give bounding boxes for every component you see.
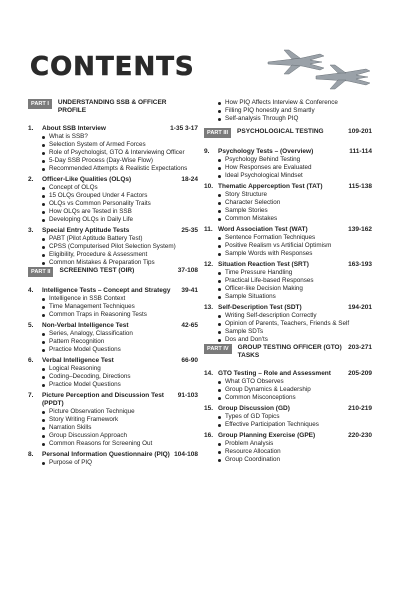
topic-item: Sentence Formation Techniques bbox=[218, 234, 372, 242]
topic-item: Series, Analogy, Classification bbox=[42, 330, 198, 338]
chapter-title: Thematic Apperception Test (TAT) bbox=[218, 183, 323, 190]
topic-item: Group Coordination bbox=[218, 456, 372, 464]
part-heading bbox=[28, 267, 198, 277]
topic-list bbox=[218, 269, 372, 301]
part-pages: 109-201 bbox=[348, 128, 372, 135]
topic-item: Story Writing Framework bbox=[42, 416, 198, 424]
topic-list bbox=[42, 295, 198, 319]
chapter-pages: 104-108 bbox=[174, 451, 198, 458]
chapter-number: 10. bbox=[204, 183, 214, 190]
topic-item: Concept of OLQs bbox=[42, 184, 198, 192]
chapter-title: Personal Information Questionnaire (PIQ) bbox=[42, 451, 170, 458]
part-title: PSYCHOLOGICAL TESTING bbox=[237, 128, 324, 135]
chapter-title: Intelligence Tests – Concept and Strategy bbox=[42, 287, 171, 294]
chapter-pages: 66-90 bbox=[181, 357, 198, 364]
topic-item: Resource Allocation bbox=[218, 448, 372, 456]
topic-list bbox=[218, 156, 372, 180]
chapter-pages: 91-103 bbox=[177, 392, 198, 399]
chapter-pages: 39-41 bbox=[181, 287, 198, 294]
topic-item: What GTO Observes bbox=[218, 378, 372, 386]
topic-item: Group Dynamics & Leadership bbox=[218, 386, 372, 394]
topic-item: Common Traps in Reasoning Tests bbox=[42, 311, 198, 319]
topic-item: Common Misconceptions bbox=[218, 394, 372, 402]
topic-item: Writing Self-description Correctly bbox=[218, 312, 372, 320]
topic-item: PABT (Pilot Aptitude Battery Test) bbox=[42, 235, 198, 243]
chapter-entry[interactable] bbox=[28, 451, 198, 459]
part-title: SCREENING TEST (OIR) bbox=[59, 267, 135, 274]
part-title: GROUP TESTING OFFICER (GTO) TASKS bbox=[237, 344, 342, 359]
topic-item: Positive Realism vs Artificial Optimism bbox=[218, 242, 372, 250]
topic-item: Officer-like Decision Making bbox=[218, 285, 372, 293]
chapter-number: 1. bbox=[28, 125, 34, 132]
chapter-pages: 205-209 bbox=[348, 370, 372, 377]
topic-item: OLQs vs Common Personality Traits bbox=[42, 200, 198, 208]
topic-item: Narration Skills bbox=[42, 424, 198, 432]
chapter-entry[interactable] bbox=[204, 226, 372, 234]
topic-list bbox=[42, 365, 198, 389]
chapter-number: 16. bbox=[204, 432, 214, 439]
chapter-entry[interactable] bbox=[204, 148, 372, 156]
chapter-number: 3. bbox=[28, 227, 34, 234]
chapter-title: Self-Description Test (SDT) bbox=[218, 304, 302, 311]
page-title: CONTENTS bbox=[30, 52, 195, 82]
part-heading bbox=[204, 128, 372, 138]
part-heading bbox=[28, 99, 198, 115]
topic-item: Picture Observation Technique bbox=[42, 408, 198, 416]
topic-item: Practice Model Questions bbox=[42, 381, 198, 389]
chapter-number: 11. bbox=[204, 226, 213, 233]
toc-left-column bbox=[28, 99, 198, 467]
chapter-entry[interactable] bbox=[28, 392, 198, 408]
chapter-entry[interactable] bbox=[204, 370, 372, 378]
topic-list bbox=[42, 459, 198, 467]
part-title: UNDERSTANDING SSB & OFFICER PROFILE bbox=[57, 99, 167, 114]
topic-item: Filling PIQ honestly and Smartly bbox=[218, 107, 372, 115]
part-tag: PART I bbox=[28, 99, 52, 109]
chapter-entry[interactable] bbox=[28, 322, 198, 330]
fighter-jets-illustration bbox=[262, 44, 378, 92]
chapter-pages: 163-193 bbox=[348, 261, 372, 268]
topic-item: Problem Analysis bbox=[218, 440, 372, 448]
topic-list bbox=[218, 312, 372, 344]
topic-list bbox=[218, 191, 372, 223]
chapter-title: Situation Reaction Test (SRT) bbox=[218, 261, 309, 268]
topic-list bbox=[42, 330, 198, 354]
chapter-title: Group Discussion (GD) bbox=[218, 405, 290, 412]
chapter-entry[interactable] bbox=[204, 261, 372, 269]
toc-right-column bbox=[204, 99, 372, 464]
topic-item: Eligibility, Procedure & Assessment bbox=[42, 251, 198, 259]
topic-item: CPSS (Computerised Pilot Selection System) bbox=[42, 243, 198, 251]
chapter-entry[interactable] bbox=[28, 227, 198, 235]
chapter-pages: 210-219 bbox=[348, 405, 372, 412]
topic-list bbox=[42, 235, 198, 267]
part-heading bbox=[204, 344, 372, 360]
topic-item: Character Selection bbox=[218, 199, 372, 207]
topic-item: Ideal Psychological Mindset bbox=[218, 172, 372, 180]
topic-item: Sample SDTs bbox=[218, 328, 372, 336]
topic-item: Group Discussion Approach bbox=[42, 432, 198, 440]
chapter-title: Word Association Test (WAT) bbox=[218, 226, 308, 233]
topic-list bbox=[42, 133, 198, 173]
chapter-pages: 18-24 bbox=[181, 176, 198, 183]
topic-item: Practice Model Questions bbox=[42, 346, 198, 354]
topic-list bbox=[218, 234, 372, 258]
topic-item: 15 OLQs Grouped Under 4 Factors bbox=[42, 192, 198, 200]
topic-list bbox=[42, 408, 198, 448]
topic-item: Sample Situations bbox=[218, 293, 372, 301]
part-pages: 203-271 bbox=[348, 344, 372, 351]
chapter-number: 15. bbox=[204, 405, 214, 412]
part-tag: PART II bbox=[28, 267, 53, 277]
topic-item: Effective Participation Techniques bbox=[218, 421, 372, 429]
chapter-title: Non-Verbal Intelligence Test bbox=[42, 322, 129, 329]
chapter-title: Psychology Tests – (Overview) bbox=[218, 148, 314, 155]
topic-list bbox=[218, 440, 372, 464]
chapter-title: Verbal Intelligence Test bbox=[42, 357, 114, 364]
topic-item: Common Reasons for Screening Out bbox=[42, 440, 198, 448]
topic-item: Logical Reasoning bbox=[42, 365, 198, 373]
topic-list bbox=[218, 378, 372, 402]
topic-item: Self-analysis Through PIQ bbox=[218, 115, 372, 123]
topic-item: Recommended Attempts & Realistic Expectations bbox=[42, 165, 198, 173]
chapter-pages: 1-35 3-17 bbox=[170, 125, 198, 132]
topic-item: Selection System of Armed Forces bbox=[42, 141, 198, 149]
chapter-title: About SSB Interview bbox=[42, 125, 106, 132]
topic-item: Role of Psychologist, GTO & Interviewing Officer bbox=[42, 149, 198, 157]
topic-item: How Responses are Evaluated bbox=[218, 164, 372, 172]
chapter-entry[interactable] bbox=[204, 432, 372, 440]
chapter-pages: 42-65 bbox=[181, 322, 198, 329]
topic-item: Types of GD Topics bbox=[218, 413, 372, 421]
topic-item: Developing OLQs in Daily Life bbox=[42, 216, 198, 224]
chapter-number: 13. bbox=[204, 304, 214, 311]
topic-list bbox=[218, 99, 372, 123]
topic-item: Coding–Decoding, Directions bbox=[42, 373, 198, 381]
chapter-number: 8. bbox=[28, 451, 34, 458]
chapter-entry[interactable] bbox=[204, 405, 372, 413]
topic-item: Opinion of Parents, Teachers, Friends & Self bbox=[218, 320, 372, 328]
chapter-entry[interactable] bbox=[28, 176, 198, 184]
topic-item: Dos and Don'ts bbox=[218, 336, 372, 344]
topic-item: How OLQs are Tested in SSB bbox=[42, 208, 198, 216]
chapter-number: 2. bbox=[28, 176, 34, 183]
topic-item: Common Mistakes & Preparation Tips bbox=[42, 259, 198, 267]
topic-item: What is SSB? bbox=[42, 133, 198, 141]
topic-item: How PIQ Affects Interview & Conference bbox=[218, 99, 372, 107]
chapter-number: 4. bbox=[28, 287, 34, 294]
chapter-title: Officer-Like Qualities (OLQs) bbox=[42, 176, 132, 183]
chapter-pages: 25-35 bbox=[181, 227, 198, 234]
part-tag: PART III bbox=[204, 128, 231, 138]
topic-item: Intelligence in SSB Context bbox=[42, 295, 198, 303]
chapter-entry[interactable] bbox=[204, 183, 372, 191]
chapter-entry[interactable] bbox=[204, 304, 372, 312]
part-tag: PART IV bbox=[204, 344, 232, 354]
chapter-pages: 139-162 bbox=[348, 226, 372, 233]
topic-item: Purpose of PIQ bbox=[42, 459, 198, 467]
chapter-pages: 220-230 bbox=[348, 432, 372, 439]
chapter-pages: 115-138 bbox=[348, 183, 372, 190]
chapter-entry[interactable] bbox=[28, 125, 198, 133]
chapter-entry[interactable] bbox=[28, 287, 198, 295]
part-pages: 37-108 bbox=[177, 267, 198, 274]
chapter-entry[interactable] bbox=[28, 357, 198, 365]
topic-item: Story Structure bbox=[218, 191, 372, 199]
chapter-number: 14. bbox=[204, 370, 214, 377]
topic-item: Time Pressure Handling bbox=[218, 269, 372, 277]
topic-item: Common Mistakes bbox=[218, 215, 372, 223]
chapter-title: Picture Perception and Discussion Test (PPDT) bbox=[42, 392, 164, 407]
chapter-title: GTO Testing – Role and Assessment bbox=[218, 370, 331, 377]
topic-item: Sample Words with Responses bbox=[218, 250, 372, 258]
chapter-pages: 194-201 bbox=[348, 304, 372, 311]
chapter-number: 9. bbox=[204, 148, 210, 155]
topic-item: Sample Stories bbox=[218, 207, 372, 215]
topic-item: Psychology Behind Testing bbox=[218, 156, 372, 164]
chapter-pages: 111-114 bbox=[349, 148, 372, 155]
chapter-title: Special Entry Aptitude Tests bbox=[42, 227, 130, 234]
topic-list bbox=[218, 413, 372, 429]
chapter-number: 12. bbox=[204, 261, 214, 268]
topic-item: Pattern Recognition bbox=[42, 338, 198, 346]
topic-item: Time Management Techniques bbox=[42, 303, 198, 311]
topic-list bbox=[42, 184, 198, 224]
topic-item: Practical Life-based Responses bbox=[218, 277, 372, 285]
chapter-number: 6. bbox=[28, 357, 34, 364]
chapter-number: 5. bbox=[28, 322, 34, 329]
chapter-number: 7. bbox=[28, 392, 34, 399]
topic-item: 5-Day SSB Process (Day-Wise Flow) bbox=[42, 157, 198, 165]
chapter-title: Group Planning Exercise (GPE) bbox=[218, 432, 316, 439]
